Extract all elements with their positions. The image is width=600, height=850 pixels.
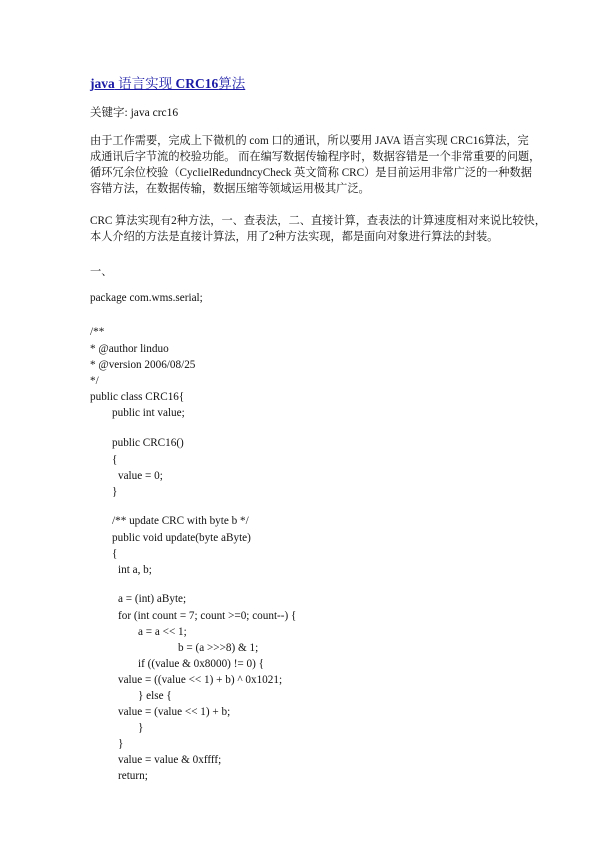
code-line: { [112, 454, 118, 466]
code-line: * @author linduo [90, 343, 169, 355]
title-mid: 语言实现 [114, 76, 176, 91]
intro-line: 容错方法，在数据传输，数据压缩等领域运用极其广泛。 [90, 183, 370, 195]
title-end: 算法 [218, 76, 246, 91]
code-line: return; [118, 770, 148, 782]
code-line: if ((value & 0x8000) != 0) { [138, 658, 265, 670]
method-paragraph [90, 213, 546, 245]
code-line: } [112, 486, 118, 498]
intro-line: 循环冗余位校验（CyclielRedundncyCheck 英文简称 CRC）是目前运用非常广泛的一种数据 [90, 167, 532, 179]
code-line: int a, b; [118, 564, 152, 576]
code-line: public class CRC16{ [90, 391, 185, 403]
method-line: CRC 算法实现有2种方法，一、查表法，二、直接计算，查表法的计算速度相对来说比较快， [90, 215, 546, 227]
title-crc: CRC16 [175, 76, 219, 91]
code-line: /** update CRC with byte b */ [112, 515, 249, 527]
code-line: public CRC16() [112, 437, 184, 449]
method-line: 本人介绍的方法是直接计算法，用了2种方法实现，都是面向对象进行算法的封装。 [90, 231, 499, 243]
code-line: } [118, 738, 124, 750]
keywords-line: 关键字: java crc16 [90, 107, 179, 119]
code-line: public int value; [112, 407, 185, 419]
code-line: public void update(byte aByte) [112, 532, 251, 544]
code-line: a = (int) aByte; [118, 593, 187, 605]
code-line: */ [90, 375, 99, 387]
code-line: b = (a >>>8) & 1; [178, 642, 259, 654]
code-line: * @version 2006/08/25 [90, 359, 196, 371]
section-label: 一、 [90, 266, 113, 278]
code-line: } [138, 722, 144, 734]
code-line: { [112, 548, 118, 560]
code-line: value = ((value << 1) + b) ^ 0x1021; [118, 674, 283, 686]
code-line: value = value & 0xffff; [118, 754, 222, 766]
code-line: value = 0; [118, 470, 163, 482]
code-line: value = (value << 1) + b; [118, 706, 231, 718]
code-line: a = a << 1; [138, 626, 187, 638]
code-line: for (int count = 7; count >=0; count--) { [118, 610, 297, 622]
code-line: } else { [138, 690, 172, 702]
document-title-link[interactable] [90, 72, 245, 92]
intro-line: 成通讯后字节流的校验功能。 而在编写数据传输程序时，数据容错是一个非常重要的问题， [90, 151, 541, 163]
intro-paragraph [90, 133, 541, 197]
code-line: /** [90, 326, 105, 338]
title-java: java [90, 76, 115, 91]
intro-line: 由于工作需要，完成上下微机的 com 口的通讯，所以要用 JAVA 语言实现 CRC16算法，完 [90, 135, 529, 147]
code-line: package com.wms.serial; [90, 292, 203, 304]
